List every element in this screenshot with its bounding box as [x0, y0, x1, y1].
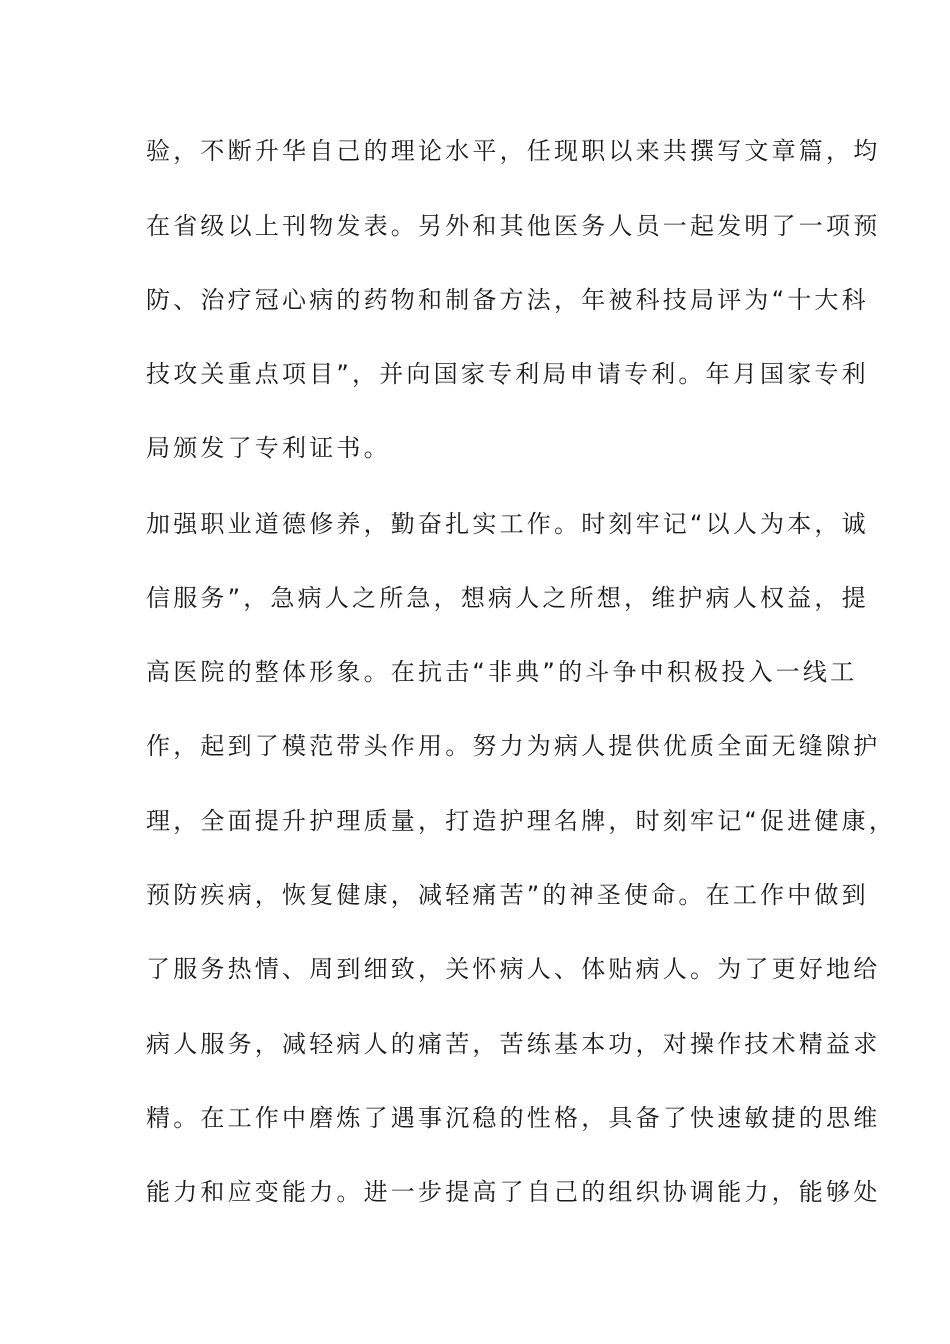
text-line: 局颁发了专利证书。 — [146, 434, 391, 462]
text-line: 作，起到了模范带头作用。努力为病人提供优质全面无缝隙护 — [146, 732, 881, 760]
text-line: 在省级以上刊物发表。另外和其他医务人员一起发明了一项预 — [146, 212, 881, 240]
text-line: 验，不断升华自己的理论水平，任现职以来共撰写文章篇，均 — [146, 137, 881, 165]
text-line: 病人服务，减轻病人的痛苦，苦练基本功，对操作技术精益求 — [146, 1030, 881, 1058]
text-line: 加强职业道德修养，勤奋扎实工作。时刻牢记“以人为本，诚 — [146, 510, 869, 538]
text-line: 技攻关重点项目”，并向国家专利局申请专利。年月国家专利 — [146, 360, 869, 388]
text-line: 预防疾病，恢复健康，减轻痛苦”的神圣使命。在工作中做到 — [146, 881, 869, 909]
text-line: 高医院的整体形象。在抗击“非典”的斗争中积极投入一线工 — [146, 658, 858, 686]
text-line: 理，全面提升护理质量，打造护理名牌，时刻牢记“促进健康， — [146, 807, 897, 835]
text-line: 了服务热情、周到细致，关怀病人、体贴病人。为了更好地给 — [146, 955, 881, 983]
text-line: 防、治疗冠心病的药物和制备方法，年被科技局评为“十大科 — [146, 286, 869, 314]
text-line: 能力和应变能力。进一步提高了自己的组织协调能力，能够处 — [146, 1178, 881, 1206]
text-line: 信服务”，急病人之所急，想病人之所想，维护病人权益，提 — [146, 584, 869, 612]
text-line: 精。在工作中磨炼了遇事沉稳的性格，具备了快速敏捷的思维 — [146, 1104, 881, 1132]
